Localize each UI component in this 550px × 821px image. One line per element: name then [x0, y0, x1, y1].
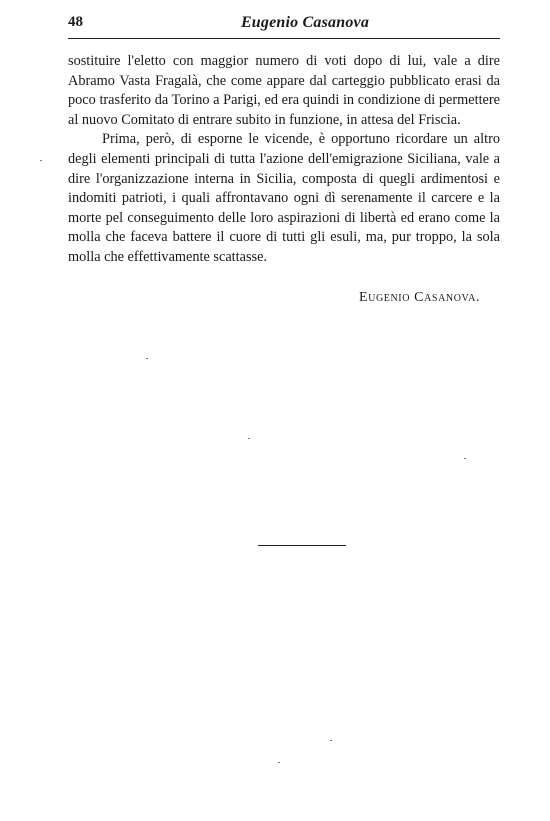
paragraph: Prima, però, di esporne le vicende, è opportuno ricordare un altro degli elementi principali di tutta l'azione dell'emigrazione Siciliana, vale a dire l'organizzazione interna in Sicilia, composta di quegli ardimentosi e indomiti patrioti, i quali affrontavano ogni dì serenamente il carcere e la morte pel conseguimento delle loro aspirazioni di libertà ed erano come la molla che faceva battere il cuore di tutti gli esuli, ma, pur troppo, la sola molla che effettivamente scattasse. [68, 131, 500, 265]
scan-speck [278, 762, 280, 763]
scan-speck [146, 358, 148, 359]
scan-speck [330, 740, 332, 741]
scan-speck [464, 458, 466, 459]
running-head: Eugenio Casanova [240, 14, 370, 31]
scan-speck [40, 160, 42, 161]
page-number: 48 [68, 14, 83, 30]
paragraph-continuation: sostituire l'eletto con maggior numero di voti dopo di lui, vale a dire Abramo Vasta Fragalà, che come appare dal carteggio pubblicato erasi da poco trasferito da Torino a Parigi, ed era quindi in condizione di permettere al nuovo Comitato di entrare subito in funzione, in attesa del Friscia. [68, 53, 500, 128]
body-text [68, 52, 500, 268]
scan-speck [248, 438, 250, 439]
closing-rule [258, 545, 346, 546]
author-signature: Eugenio Casanova. [358, 290, 480, 305]
header-rule [68, 38, 500, 39]
